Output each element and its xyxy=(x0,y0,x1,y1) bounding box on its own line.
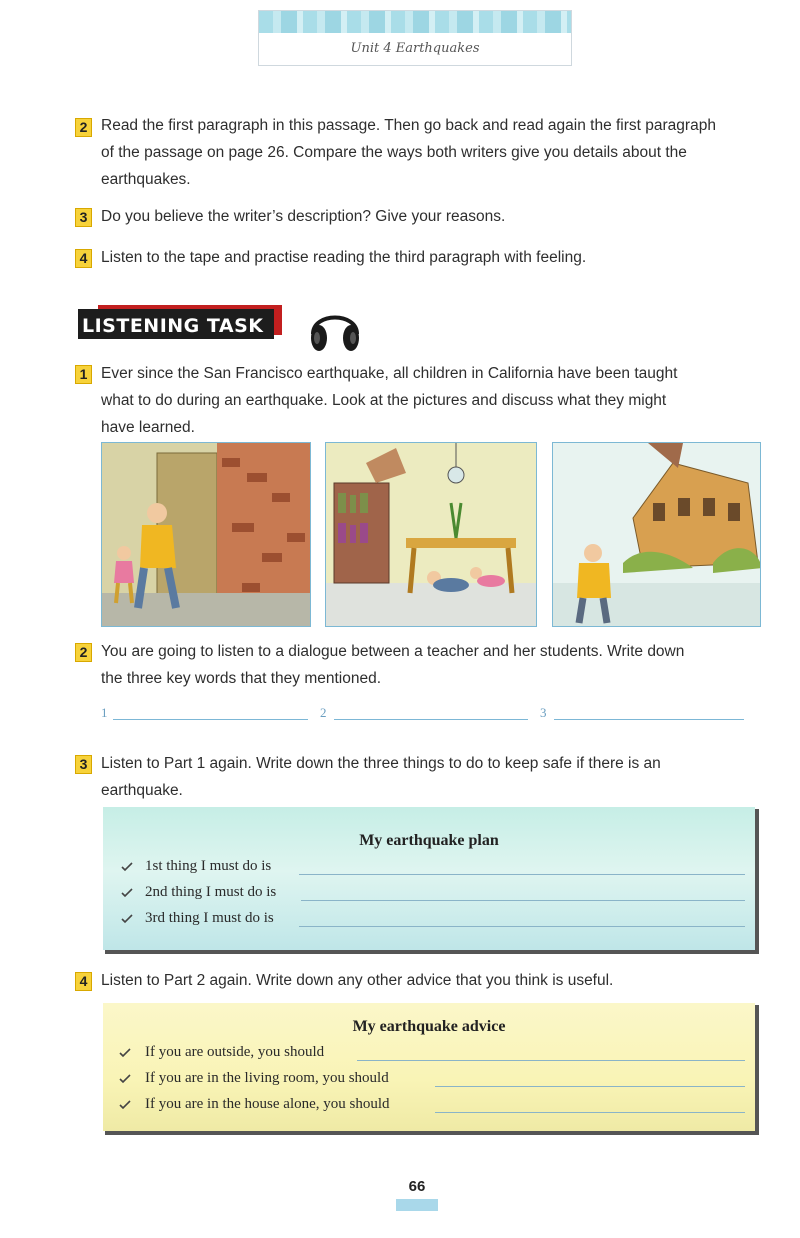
question-line: Listen to Part 1 again. Write down the three things to do to keep safe if there is an xyxy=(101,755,661,772)
question-line: earthquakes. xyxy=(101,171,191,188)
page-number xyxy=(396,1175,438,1211)
question-line: have learned. xyxy=(101,419,195,436)
question-line: what to do during an earthquake. Look at the pictures and discuss what they might xyxy=(101,392,667,409)
answer-line xyxy=(435,1086,745,1087)
plan-box-title: My earthquake plan xyxy=(359,832,499,849)
check-icon xyxy=(119,1074,131,1084)
check-icon xyxy=(121,888,133,898)
plan-item-label: 2nd thing I must do is xyxy=(145,884,277,900)
answer-line xyxy=(357,1060,745,1061)
key-word-blank[interactable] xyxy=(101,705,316,725)
listening-task-banner xyxy=(78,305,282,339)
box-shadow xyxy=(755,1005,759,1135)
key-word-blank[interactable] xyxy=(320,705,535,725)
question-line: Ever since the San Francisco earthquake, all children in California have been taught xyxy=(101,365,678,382)
answer-line xyxy=(299,926,745,927)
illustration-under-table xyxy=(325,442,537,627)
answer-line xyxy=(301,900,745,901)
question-number-badge: 3 xyxy=(75,208,92,227)
question-line: Read the first paragraph in this passage. Then go back and read again the first paragraph xyxy=(101,117,716,134)
page-number-label: 66 xyxy=(396,1175,438,1199)
question-line: of the passage on page 26. Compare the ways both writers give you details about the xyxy=(101,144,687,161)
box-shadow xyxy=(105,1131,757,1135)
answer-line xyxy=(334,719,528,720)
blank-number: 3 xyxy=(540,705,547,720)
page-header xyxy=(258,10,572,66)
question-text xyxy=(101,967,766,994)
advice-item[interactable] xyxy=(119,1096,751,1118)
question-text xyxy=(101,203,766,230)
advice-item-label: If you are in the house alone, you should xyxy=(145,1096,390,1112)
advice-item-label: If you are outside, you should xyxy=(145,1044,325,1060)
question-text xyxy=(101,112,766,193)
section-title: LISTENING TASK xyxy=(82,315,264,337)
question-line: You are going to listen to a dialogue between a teacher and her students. Write down xyxy=(101,643,685,660)
question-number-badge: 3 xyxy=(75,755,92,774)
question-line: the three key words that they mentioned. xyxy=(101,670,382,687)
earthquake-plan-box xyxy=(103,807,755,950)
advice-box-title: My earthquake advice xyxy=(352,1018,506,1035)
plan-item[interactable] xyxy=(121,884,751,906)
blank-number: 2 xyxy=(320,705,327,720)
question-line: Listen to Part 2 again. Write down any other advice that you think is useful. xyxy=(101,972,614,989)
question-text xyxy=(101,750,766,804)
answer-line xyxy=(113,719,308,720)
question-number-badge: 4 xyxy=(75,249,92,268)
answer-line xyxy=(435,1112,745,1113)
answer-line xyxy=(299,874,745,875)
advice-item[interactable] xyxy=(119,1070,751,1092)
page-number-band xyxy=(396,1199,438,1211)
answer-line xyxy=(554,719,744,720)
check-icon xyxy=(119,1100,131,1110)
advice-item-label: If you are in the living room, you should xyxy=(145,1070,389,1086)
question-line: Do you believe the writer’s description? Give your reasons. xyxy=(101,208,506,225)
plan-item-label: 3rd thing I must do is xyxy=(145,910,274,926)
key-word-blank[interactable] xyxy=(540,705,755,725)
check-icon xyxy=(121,862,133,872)
question-text xyxy=(101,360,766,441)
question-line: Listen to the tape and practise reading the third paragraph with feeling. xyxy=(101,249,587,266)
question-number-badge: 2 xyxy=(75,118,92,137)
check-icon xyxy=(119,1048,131,1058)
question-number-badge: 4 xyxy=(75,972,92,991)
question-number-badge: 2 xyxy=(75,643,92,662)
earthquake-advice-box xyxy=(103,1003,755,1131)
illustration-doorway xyxy=(101,442,311,627)
illustration-outside-house xyxy=(552,442,761,627)
plan-item[interactable] xyxy=(121,858,751,880)
plan-item[interactable] xyxy=(121,910,751,932)
box-shadow xyxy=(105,950,757,954)
box-shadow xyxy=(755,809,759,954)
question-line: earthquake. xyxy=(101,782,183,799)
advice-item[interactable] xyxy=(119,1044,751,1066)
header-decoration xyxy=(259,11,571,33)
question-text xyxy=(101,638,766,692)
headphones-icon xyxy=(305,300,365,356)
check-icon xyxy=(121,914,133,924)
question-text xyxy=(101,244,766,271)
blank-number: 1 xyxy=(101,705,108,720)
question-number-badge: 1 xyxy=(75,365,92,384)
unit-title: Unit 4 Earthquakes xyxy=(350,41,480,56)
plan-item-label: 1st thing I must do is xyxy=(145,858,272,874)
